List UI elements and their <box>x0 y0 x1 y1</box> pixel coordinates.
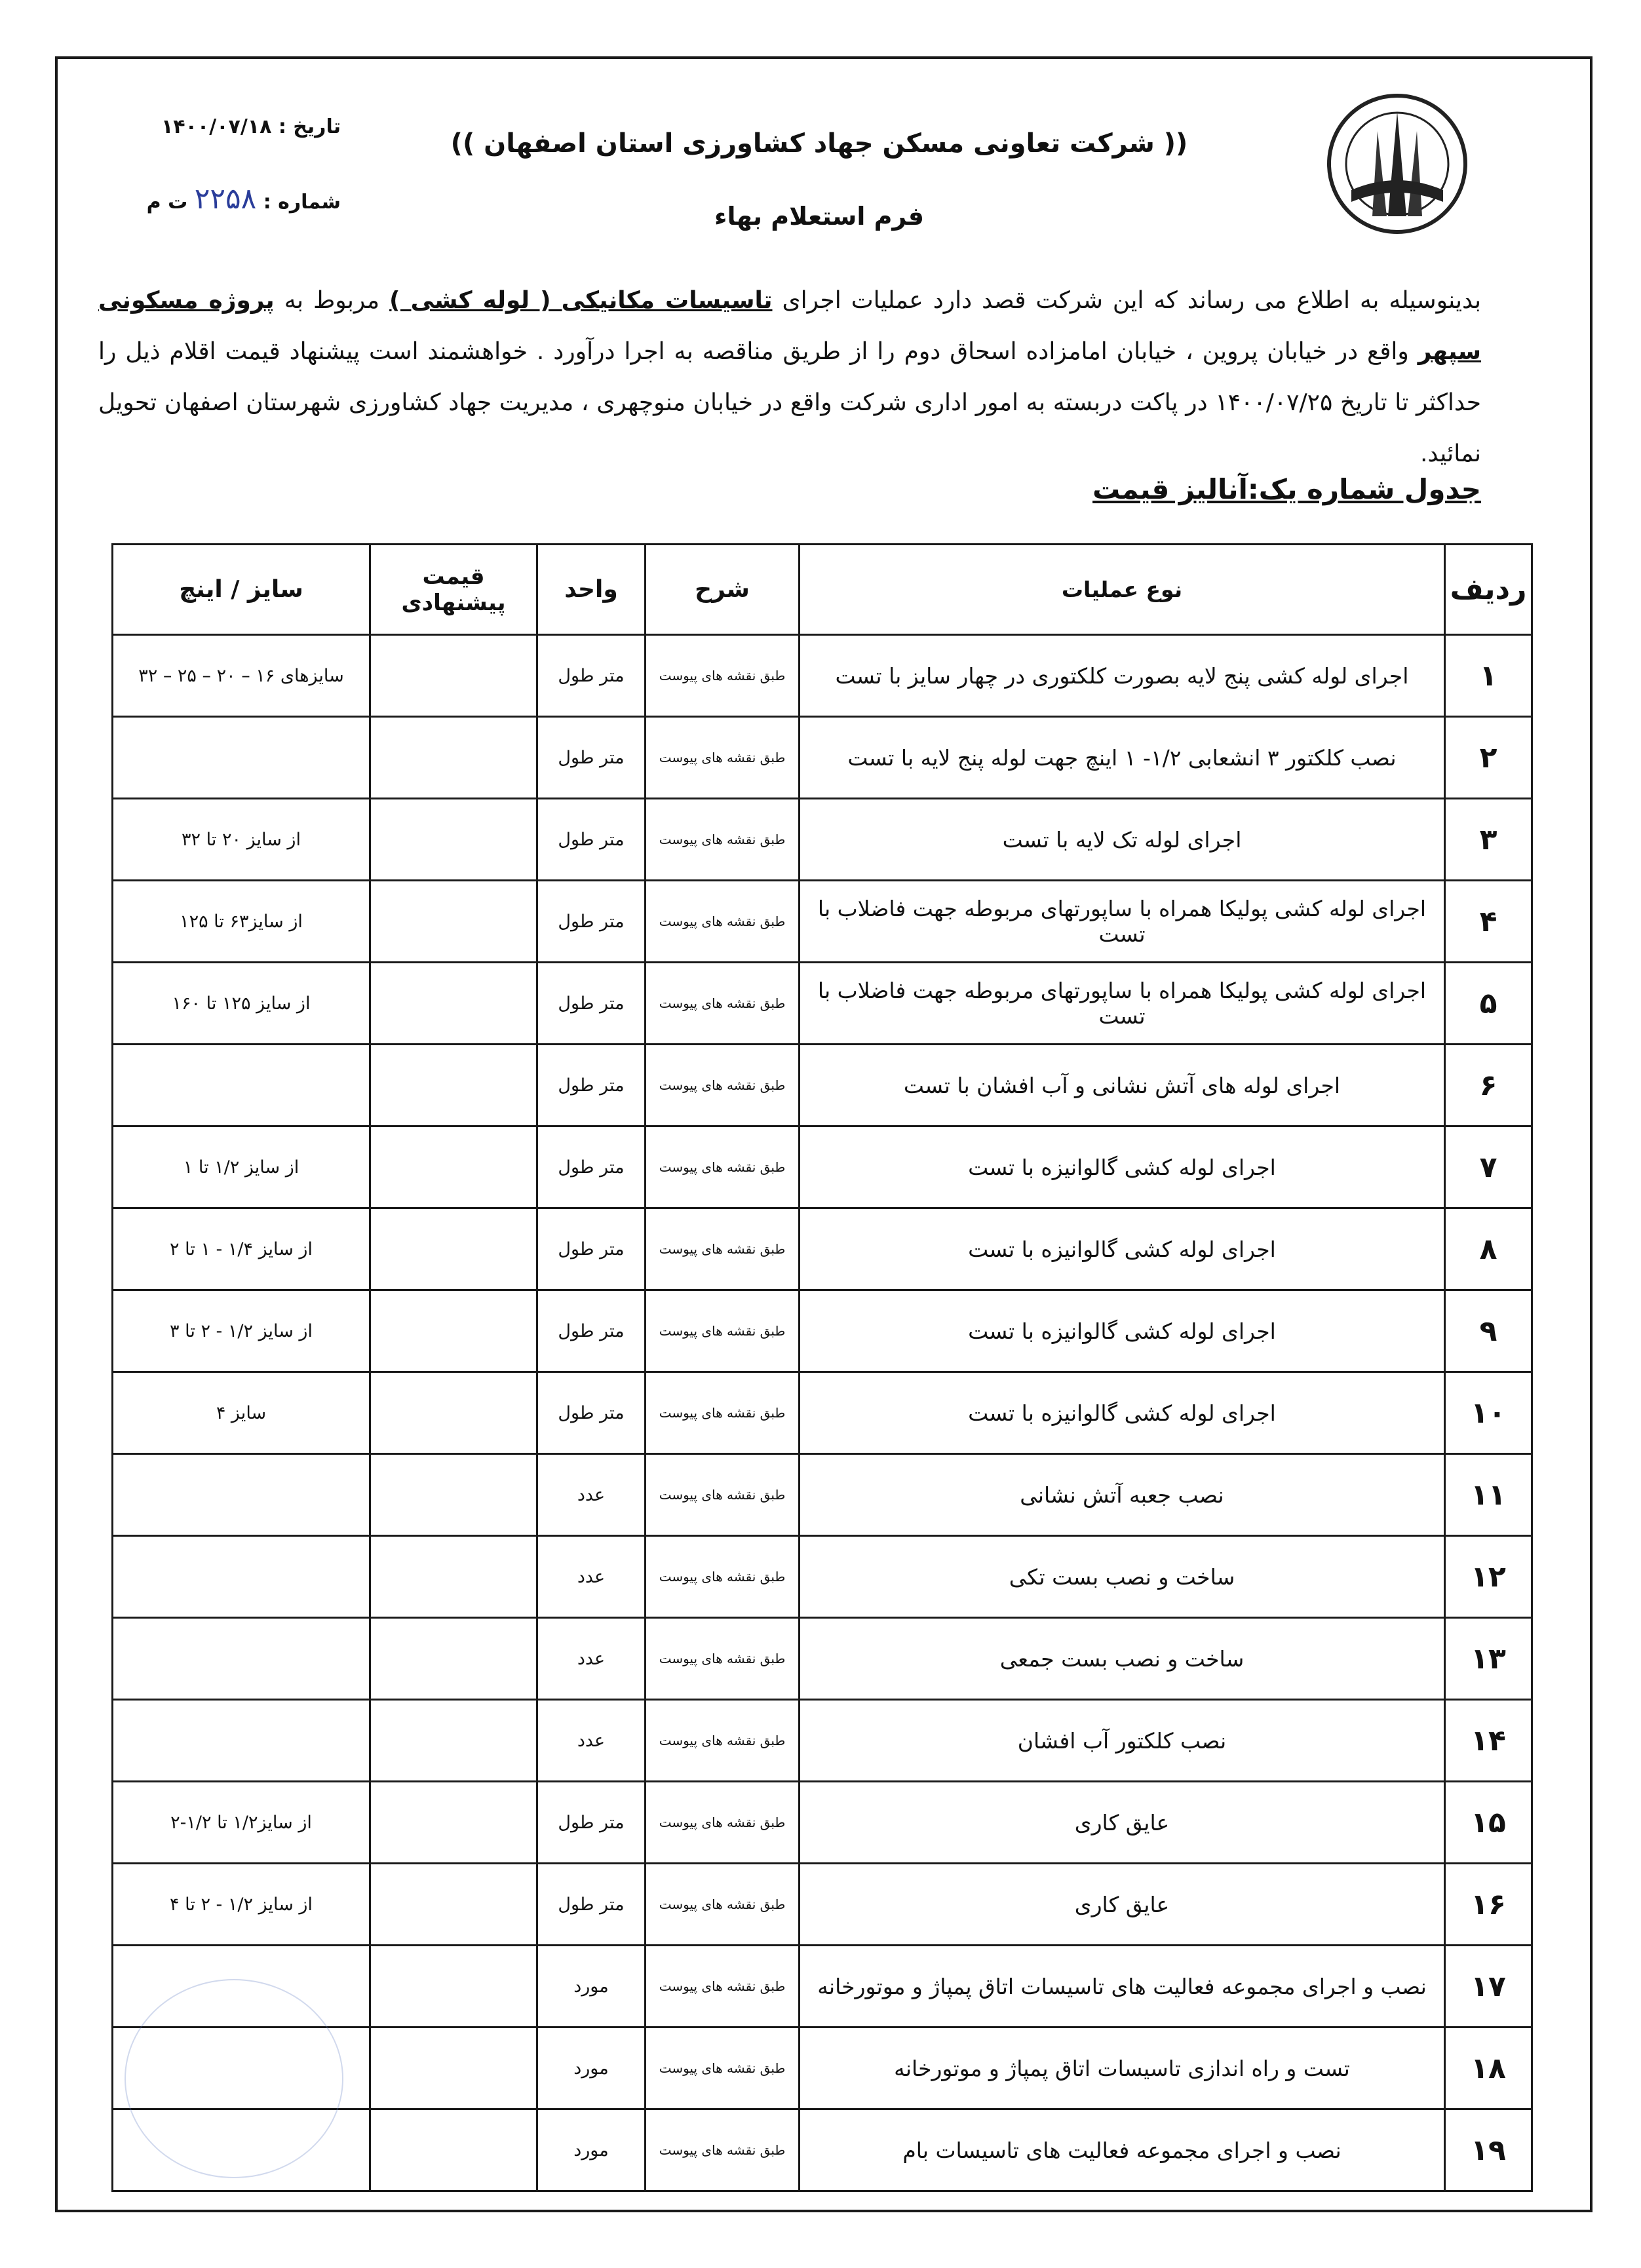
table-row <box>113 1126 1532 1208</box>
row-operation: اجرای لوله های آتش نشانی و آب افشان با تست <box>800 1045 1445 1126</box>
row-unit: متر طول <box>537 1126 646 1208</box>
row-size: سایزهای ۱۶ – ۲۰ – ۲۵ – ۳۲ <box>113 635 370 717</box>
table-row <box>113 1290 1532 1372</box>
row-description: طبق نقشه های پیوست <box>646 1618 800 1700</box>
row-size: از سایز۱/۲ تا ۱/۲-۲ <box>113 1782 370 1864</box>
header-size: سایز / اینچ <box>113 545 370 635</box>
row-unit: عدد <box>537 1454 646 1536</box>
table-row <box>113 1208 1532 1290</box>
row-operation: اجرای لوله کشی گالوانیزه با تست <box>800 1208 1445 1290</box>
company-title: (( شرکت تعاونی مسکن جهاد کشاورزی استان اصفهان )) <box>450 128 1188 159</box>
row-description: طبق نقشه های پیوست <box>646 799 800 881</box>
table-row <box>113 1372 1532 1454</box>
intro-project: تاسیسات مکانیکی ( لوله کشی ) <box>389 287 773 314</box>
row-radif: ۱ <box>1445 635 1532 717</box>
form-title: فرم استعلام بهاء <box>714 202 924 231</box>
row-radif: ۱۷ <box>1445 1946 1532 2028</box>
table-row <box>113 1618 1532 1700</box>
row-size: از سایز ۱/۲ - ۲ تا ۳ <box>113 1290 370 1372</box>
header-description: شرح <box>646 545 800 635</box>
row-description: طبق نقشه های پیوست <box>646 1126 800 1208</box>
number-line <box>131 182 341 216</box>
row-price <box>370 2109 537 2191</box>
row-price <box>370 1372 537 1454</box>
row-unit: متر طول <box>537 1208 646 1290</box>
row-radif: ۱۴ <box>1445 1700 1532 1782</box>
row-operation: عایق کاری <box>800 1782 1445 1864</box>
table-row <box>113 1782 1532 1864</box>
row-unit: متر طول <box>537 1864 646 1946</box>
row-size <box>113 1700 370 1782</box>
date-label: تاریخ : <box>278 115 341 138</box>
company-logo-icon <box>1325 92 1469 236</box>
row-radif: ۷ <box>1445 1126 1532 1208</box>
row-operation: نصب و اجرای مجموعه فعالیت های تاسیسات اتاق پمپاژ و موتورخانه <box>800 1946 1445 2028</box>
row-price <box>370 1454 537 1536</box>
row-price <box>370 1864 537 1946</box>
row-price <box>370 2028 537 2109</box>
row-operation: ساخت و نصب بست تکی <box>800 1536 1445 1618</box>
header-operation: نوع عملیات <box>800 545 1445 635</box>
intro-text-1: بدینوسیله به اطلاع می رساند که این شرکت قصد دارد عملیات اجرای <box>782 287 1481 314</box>
row-price <box>370 799 537 881</box>
row-description: طبق نقشه های پیوست <box>646 2028 800 2109</box>
row-description: طبق نقشه های پیوست <box>646 1208 800 1290</box>
table-row <box>113 1864 1532 1946</box>
table-row <box>113 963 1532 1045</box>
row-unit: متر طول <box>537 1290 646 1372</box>
row-radif: ۲ <box>1445 717 1532 799</box>
row-radif: ۱۸ <box>1445 2028 1532 2109</box>
row-price <box>370 1290 537 1372</box>
table-row <box>113 717 1532 799</box>
row-radif: ۱۵ <box>1445 1782 1532 1864</box>
row-description: طبق نقشه های پیوست <box>646 635 800 717</box>
date-value: ۱۴۰۰/۰۷/۱۸ <box>161 115 272 138</box>
table-row <box>113 635 1532 717</box>
table-row <box>113 1536 1532 1618</box>
row-size: سایز ۴ <box>113 1372 370 1454</box>
row-price <box>370 717 537 799</box>
handwritten-number: ۲۲۵۸ <box>194 182 257 216</box>
intro-site: پروژه مسکونی سپهر <box>98 287 1481 365</box>
row-unit: مورد <box>537 2109 646 2191</box>
row-radif: ۱۳ <box>1445 1618 1532 1700</box>
row-size <box>113 1618 370 1700</box>
row-description: طبق نقشه های پیوست <box>646 1290 800 1372</box>
row-operation: تست و راه اندازی تاسیسات اتاق پمپاژ و موتورخانه <box>800 2028 1445 2109</box>
row-price <box>370 635 537 717</box>
table-row <box>113 1045 1532 1126</box>
section-title: جدول شماره یک:آنالیز قیمت <box>1092 473 1481 505</box>
row-description: طبق نقشه های پیوست <box>646 1946 800 2028</box>
row-price <box>370 1208 537 1290</box>
number-label: شماره : <box>263 191 341 214</box>
row-size <box>113 1454 370 1536</box>
price-analysis-table <box>111 543 1533 2192</box>
row-operation: نصب جعبه آتش نشانی <box>800 1454 1445 1536</box>
table-header-row <box>113 545 1532 635</box>
table-row <box>113 881 1532 963</box>
row-size: از سایز ۱/۲ - ۲ تا ۴ <box>113 1864 370 1946</box>
row-radif: ۱۱ <box>1445 1454 1532 1536</box>
row-radif: ۵ <box>1445 963 1532 1045</box>
row-operation: اجرای لوله کشی گالوانیزه با تست <box>800 1290 1445 1372</box>
row-radif: ۱۲ <box>1445 1536 1532 1618</box>
row-description: طبق نقشه های پیوست <box>646 717 800 799</box>
row-size: از سایز ۱۲۵ تا ۱۶۰ <box>113 963 370 1045</box>
table-row <box>113 1454 1532 1536</box>
row-price <box>370 881 537 963</box>
row-price <box>370 963 537 1045</box>
row-operation: اجرای لوله کشی پنج لایه بصورت کلکتوری در چهار سایز با تست <box>800 635 1445 717</box>
row-unit: مورد <box>537 2028 646 2109</box>
row-price <box>370 1700 537 1782</box>
row-size <box>113 1536 370 1618</box>
table-row <box>113 1700 1532 1782</box>
row-radif: ۴ <box>1445 881 1532 963</box>
row-operation: نصب کلکتور ۳ انشعابی ۱/۲- ۱ اینچ جهت لوله پنج لایه با تست <box>800 717 1445 799</box>
row-size: از سایز ۱/۲ تا ۱ <box>113 1126 370 1208</box>
row-operation: اجرای لوله کشی پولیکا همراه با ساپورتهای مربوطه جهت فاضلاب با تست <box>800 963 1445 1045</box>
row-unit: متر طول <box>537 881 646 963</box>
header-price: قیمت پیشنهادی <box>370 545 537 635</box>
row-unit: متر طول <box>537 1782 646 1864</box>
row-operation: اجرای لوله کشی گالوانیزه با تست <box>800 1372 1445 1454</box>
row-description: طبق نقشه های پیوست <box>646 1454 800 1536</box>
row-operation: اجرای لوله تک لایه با تست <box>800 799 1445 881</box>
row-description: طبق نقشه های پیوست <box>646 1700 800 1782</box>
row-size <box>113 717 370 799</box>
row-radif: ۹ <box>1445 1290 1532 1372</box>
row-price <box>370 1045 537 1126</box>
row-description: طبق نقشه های پیوست <box>646 1372 800 1454</box>
date-line <box>131 115 341 138</box>
row-unit: عدد <box>537 1536 646 1618</box>
row-unit: متر طول <box>537 1045 646 1126</box>
row-radif: ۱۹ <box>1445 2109 1532 2191</box>
row-description: طبق نقشه های پیوست <box>646 1864 800 1946</box>
row-operation: اجرای لوله کشی گالوانیزه با تست <box>800 1126 1445 1208</box>
row-unit: متر طول <box>537 717 646 799</box>
row-description: طبق نقشه های پیوست <box>646 2109 800 2191</box>
row-operation: ساخت و نصب بست جمعی <box>800 1618 1445 1700</box>
row-price <box>370 1782 537 1864</box>
row-description: طبق نقشه های پیوست <box>646 1782 800 1864</box>
row-description: طبق نقشه های پیوست <box>646 881 800 963</box>
row-size <box>113 1045 370 1126</box>
row-unit: عدد <box>537 1700 646 1782</box>
row-size: از سایز۶۳ تا ۱۲۵ <box>113 881 370 963</box>
row-price <box>370 1536 537 1618</box>
header-unit: واحد <box>537 545 646 635</box>
row-unit: مورد <box>537 1946 646 2028</box>
row-unit: عدد <box>537 1618 646 1700</box>
row-operation: اجرای لوله کشی پولیکا همراه با ساپورتهای مربوطه جهت فاضلاب با تست <box>800 881 1445 963</box>
intro-text-2: مربوط به <box>284 287 380 314</box>
number-suffix: ت م <box>146 191 188 214</box>
row-radif: ۱۶ <box>1445 1864 1532 1946</box>
row-operation: عایق کاری <box>800 1864 1445 1946</box>
table-row <box>113 799 1532 881</box>
row-price <box>370 1946 537 2028</box>
row-unit: متر طول <box>537 1372 646 1454</box>
row-unit: متر طول <box>537 963 646 1045</box>
faded-stamp <box>125 1979 343 2178</box>
table-row <box>113 1946 1532 2028</box>
row-size: از سایز ۲۰ تا ۳۲ <box>113 799 370 881</box>
row-description: طبق نقشه های پیوست <box>646 963 800 1045</box>
row-description: طبق نقشه های پیوست <box>646 1045 800 1126</box>
row-price <box>370 1126 537 1208</box>
row-unit: متر طول <box>537 635 646 717</box>
row-operation: نصب کلکتور آب افشان <box>800 1700 1445 1782</box>
intro-text-3: واقع در خیابان پروین ، خیابان امامزاده اسحاق دوم را از طریق مناقصه به اجرا درآورد . خواهشمند است پیشنهاد قیمت اقلام ذیل را حداکثر تا تاریخ ۱۴۰۰/۰۷/۲۵ در پاکت دربسته به امور اداری شرکت واقع در خیابان منوچهری ، مدیریت جهاد کشاورزی شهرستان اصفهان تحویل نمائید. <box>98 338 1481 467</box>
header-radif: ردیف <box>1445 545 1532 635</box>
row-operation: نصب و اجرای مجموعه فعالیت های تاسیسات بام <box>800 2109 1445 2191</box>
intro-paragraph <box>98 275 1481 480</box>
row-radif: ۳ <box>1445 799 1532 881</box>
row-unit: متر طول <box>537 799 646 881</box>
row-radif: ۸ <box>1445 1208 1532 1290</box>
row-price <box>370 1618 537 1700</box>
row-radif: ۶ <box>1445 1045 1532 1126</box>
row-size: از سایز ۱/۴ - ۱ تا ۲ <box>113 1208 370 1290</box>
row-description: طبق نقشه های پیوست <box>646 1536 800 1618</box>
row-radif: ۱۰ <box>1445 1372 1532 1454</box>
